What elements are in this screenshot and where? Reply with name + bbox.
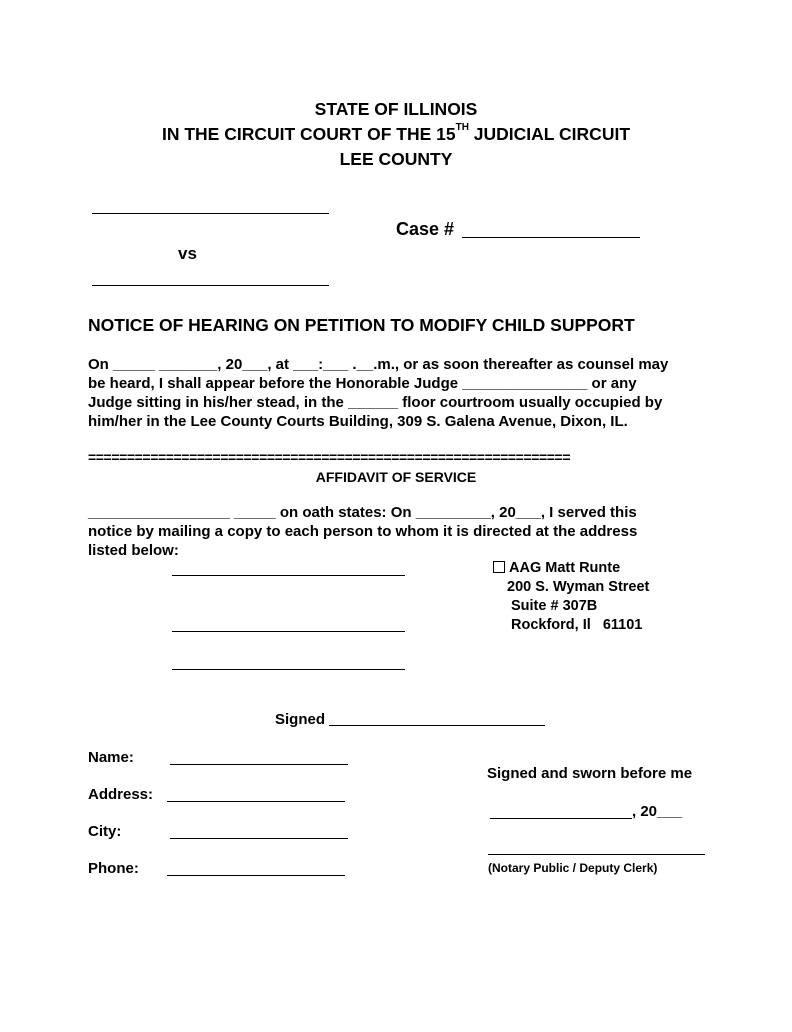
- notice-line-3: Judge sitting in his/her stead, in the ______ floor courtroom usually occupied by: [88, 394, 663, 411]
- notary-caption: (Notary Public / Deputy Clerk): [488, 861, 658, 875]
- notary-signature-line[interactable]: [488, 854, 705, 855]
- affidavit-line-2: notice by mailing a copy to each person to whom it is directed at the address: [88, 523, 638, 540]
- recipient-checkbox[interactable]: [493, 561, 505, 573]
- recipient-street: 200 S. Wyman Street: [507, 579, 650, 595]
- party-2-line[interactable]: [92, 285, 329, 286]
- recipient-suite: Suite # 307B: [511, 598, 598, 614]
- vs-label: vs: [178, 244, 197, 263]
- address-label: Address:: [88, 786, 154, 803]
- notice-line-4: him/her in the Lee County Courts Building, 309 S. Galena Avenue, Dixon, IL.: [88, 413, 628, 430]
- header-court-pre: IN THE CIRCUIT COURT OF THE 15: [161, 124, 456, 144]
- notary-date-line[interactable]: [490, 818, 632, 819]
- notary-year: , 20___: [632, 803, 683, 820]
- recipient-city: Rockford, Il 61101: [511, 617, 643, 633]
- address-field[interactable]: [167, 801, 345, 802]
- party-1-line[interactable]: [92, 213, 329, 214]
- header-county: LEE COUNTY: [339, 149, 453, 169]
- header-court-post: JUDICIAL CIRCUIT: [468, 124, 631, 144]
- notice-line-1: On _____ _______, 20___, at ___:___ .__.m., or as soon thereafter as counsel may: [88, 356, 669, 373]
- header-court-sup: TH: [455, 122, 469, 133]
- case-label: Case #: [396, 219, 455, 239]
- notice-line-2: be heard, I shall appear before the Honorable Judge _______________ or any: [88, 375, 637, 392]
- affidavit-title: AFFIDAVIT OF SERVICE: [315, 469, 477, 485]
- notice-title: NOTICE OF HEARING ON PETITION TO MODIFY CHILD SUPPORT: [88, 315, 635, 335]
- name-field[interactable]: [170, 764, 348, 765]
- signature-line[interactable]: [329, 725, 545, 726]
- recipient-name-row: [493, 560, 620, 576]
- city-label: City:: [88, 823, 122, 840]
- affidavit-line-1: _________________ _____ on oath states: On _________, 20___, I served this: [88, 504, 637, 521]
- phone-label: Phone:: [88, 860, 139, 877]
- address-line-2[interactable]: [172, 631, 405, 632]
- sworn-text: Signed and sworn before me: [487, 765, 693, 782]
- city-field[interactable]: [170, 838, 348, 839]
- case-number-line[interactable]: [462, 237, 640, 238]
- affidavit-line-3: listed below:: [88, 542, 179, 559]
- phone-field[interactable]: [167, 875, 345, 876]
- divider: ==============================================================: [88, 449, 571, 465]
- header-state: STATE OF ILLINOIS: [314, 99, 478, 119]
- address-line-1[interactable]: [172, 575, 405, 576]
- address-line-3[interactable]: [172, 669, 405, 670]
- signed-label: Signed: [275, 711, 326, 728]
- recipient-name: AAG Matt Runte: [509, 560, 621, 576]
- name-label: Name:: [88, 749, 134, 766]
- header-court: [0, 124, 792, 145]
